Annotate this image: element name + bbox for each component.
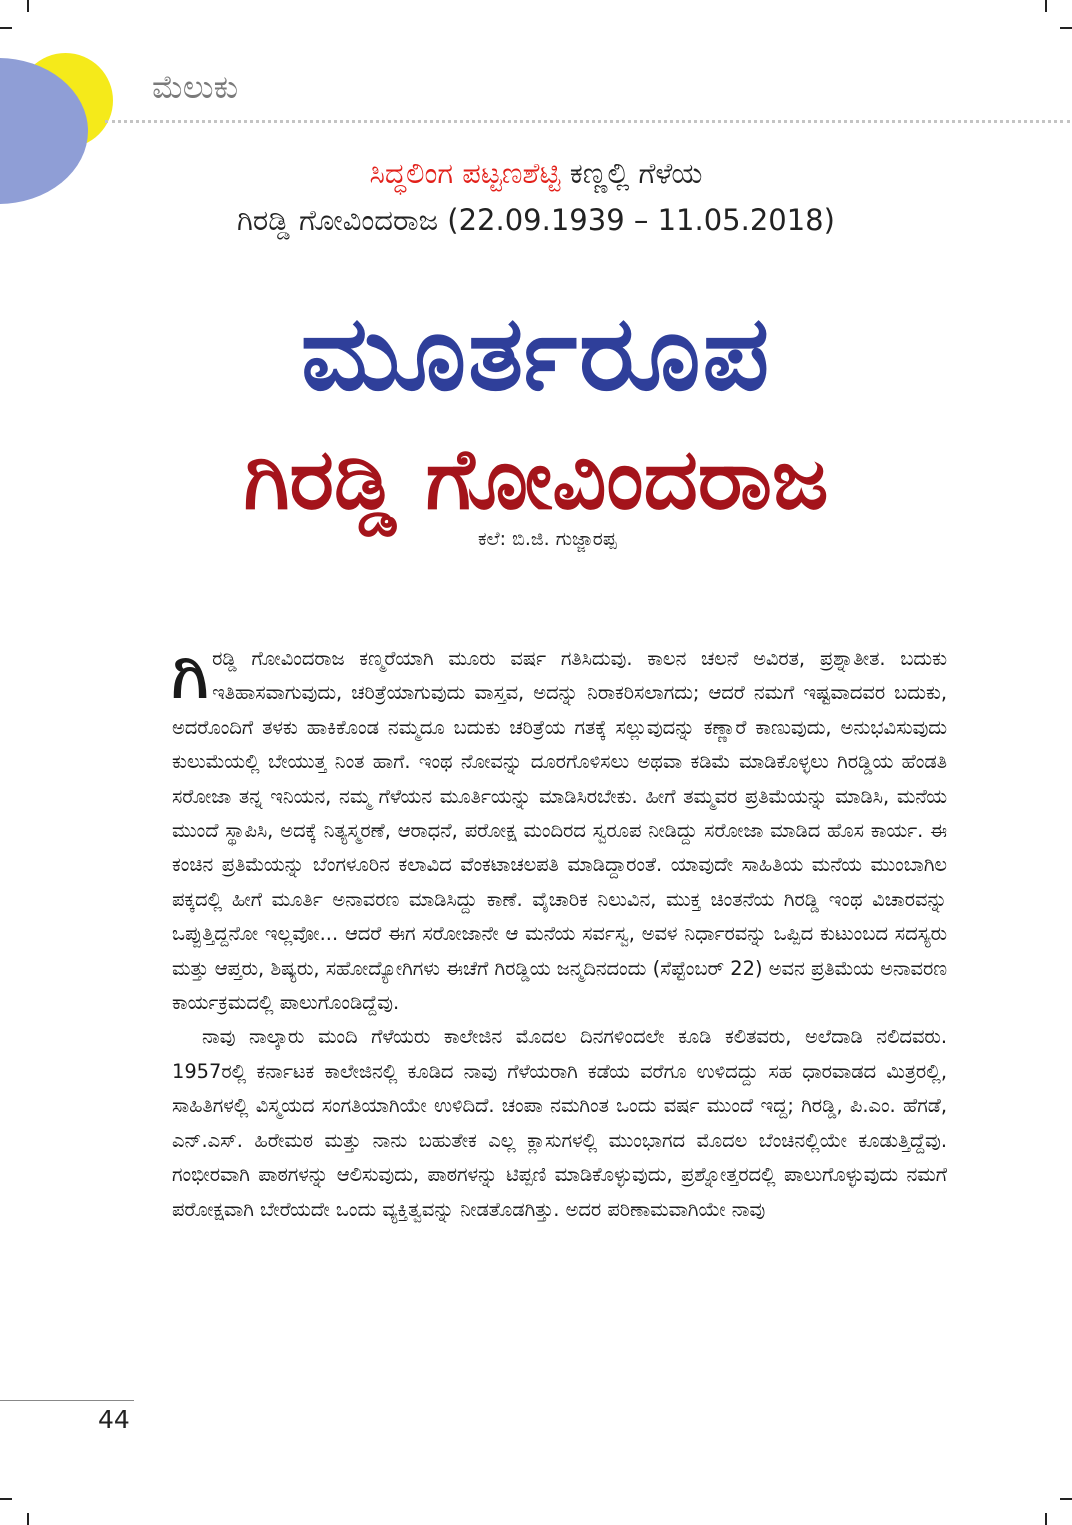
crop-mark [1045,0,1047,12]
author-name: ಸಿದ್ಧಲಿಂಗ ಪಟ್ಟಣಶೆಟ್ಟಿ [369,156,561,190]
crop-mark [27,1513,29,1525]
crop-mark [0,1498,12,1500]
section-label: ಮೆಲುಕು [152,68,239,106]
article-paragraph [172,636,947,1020]
article-paragraph: ನಾವು ನಾಲ್ಕಾರು ಮಂದಿ ಗೆಳೆಯರು ಕಾಲೇಜಿನ ಮೊದಲ ದಿನಗಳಿಂದಲೇ ಕೂಡಿ ಕಲಿತವರು, ಅಲೆದಾಡಿ ನಲಿದವರು. 1957ರಲ್ಲಿ ಕರ್ನಾಟಕ ಕಾಲೇಜಿನಲ್ಲಿ ಕೂಡಿದ ನಾವು ಗೆಳೆಯರಾಗಿ ಕಡೆಯ ವರೆಗೂ ಉಳಿದದ್ದು ಸಹ ಧಾರವಾಡದ ಮಿತ್ರರಲ್ಲಿ, ಸಾಹಿತಿಗಳಲ್ಲಿ ವಿಸ್ಮಯದ ಸಂಗತಿಯಾಗಿಯೇ ಉಳಿದಿದೆ. ಚಂಪಾ ನಮಗಿಂತ ಒಂದು ವರ್ಷ ಮುಂದೆ ಇದ್ದ; ಗಿರಡ್ಡಿ, ಪಿ.ಎಂ. ಹೆಗಡೆ, ಎನ್.ಎಸ್. ಹಿರೇಮಠ ಮತ್ತು ನಾನು ಬಹುತೇಕ ಎಲ್ಲ ಕ್ಲಾಸುಗಳಲ್ಲಿ ಮುಂಭಾಗದ ಮೊದಲ ಬೆಂಚಿನಲ್ಲಿಯೇ ಕೂಡುತ್ತಿದ್ದೆವು. ಗಂಭೀರವಾಗಿ ಪಾಠಗಳನ್ನು ಆಲಿಸುವುದು, ಪಾಠಗಳನ್ನು ಟಿಪ್ಪಣಿ ಮಾಡಿಕೊಳ್ಳುವುದು, ಪ್ರಶ್ನೋತ್ತರದಲ್ಲಿ ಪಾಲುಗೊಳ್ಳುವುದು ನಮಗೆ ಪರೋಕ್ಷವಾಗಿ ಬೇರೆಯದೇ ಒಂದು ವ್ಯಕ್ತಿತ್ವವನ್ನು ನೀಡತೊಡಗಿತ್ತು. ಅದರ ಪರಿಣಾಮವಾಗಿಯೇ ನಾವು [172,1025,947,1221]
art-credit: ಕಲೆ: ಬಿ.ಜಿ. ಗುಜ್ಜಾರಪ್ಪ [478,528,617,550]
crop-mark [27,0,29,12]
header-dotted-rule [105,120,1070,123]
crop-mark [1060,27,1072,29]
drop-cap: ಗಿ [172,636,209,713]
author-suffix: ಕಣ್ಣಲ್ಲಿ ಗೆಳೆಯ [560,156,703,190]
crop-mark [0,27,12,29]
footer-rule [0,1400,134,1401]
page-number: 44 [98,1405,130,1434]
byline-author-line [0,153,1072,193]
byline-subject-dates: ಗಿರಡ್ಡಿ ಗೋವಿಂದರಾಜ (22.09.1939 – 11.05.2018) [237,203,835,237]
paragraph-1-text: ರಡ್ಡಿ ಗೋವಿಂದರಾಜ ಕಣ್ಮರೆಯಾಗಿ ಮೂರು ವರ್ಷ ಗತಿಸಿದುವು. ಕಾಲನ ಚಲನೆ ಅವಿರತ, ಪ್ರಶ್ನಾತೀತ. ಬದುಕು ಇತಿಹಾಸವಾಗುವುದು, ಚರಿತ್ರೆಯಾಗುವುದು ವಾಸ್ತವ, ಅದನ್ನು ನಿರಾಕರಿಸಲಾಗದು; ಆದರೆ ನಮಗೆ ಇಷ್ಟವಾದವರ ಬದುಕು, ಅದರೊಂದಿಗೆ ತಳಕು ಹಾಕಿಕೊಂಡ ನಮ್ಮದೂ ಬದುಕು ಚರಿತ್ರೆಯ ಗತಕ್ಕೆ ಸಲ್ಲುವುದನ್ನು ಕಣ್ಣಾರೆ ಕಾಣುವುದು, ಅನುಭವಿಸುವುದು ಕುಲುಮೆಯಲ್ಲಿ ಬೇಯುತ್ತ ನಿಂತ ಹಾಗೆ. ಇಂಥ ನೋವನ್ನು ದೂರಗೊಳಿಸಲು ಅಥವಾ ಕಡಿಮೆ ಮಾಡಿಕೊಳ್ಳಲು ಗಿರಡ್ಡಿಯ ಹೆಂಡತಿ ಸರೋಜಾ ತನ್ನ ಇನಿಯನ, ನಮ್ಮ ಗೆಳೆಯನ ಮೂರ್ತಿಯನ್ನು ಮಾಡಿಸಿರಬೇಕು. ಹೀಗೆ ತಮ್ಮವರ ಪ್ರತಿಮೆಯನ್ನು ಮಾಡಿಸಿ, ಮನೆಯ ಮುಂದೆ ಸ್ಥಾಪಿಸಿ, ಅದಕ್ಕೆ ನಿತ್ಯಸ್ಮರಣೆ, ಆರಾಧನೆ, ಪರೋಕ್ಷ ಮಂದಿರದ ಸ್ವರೂಪ ನೀಡಿದ್ದು ಸರೋಜಾ ಮಾಡಿದ ಹೊಸ ಕಾರ್ಯ. ಈ ಕಂಚಿನ ಪ್ರತಿಮೆಯನ್ನು ಬೆಂಗಳೂರಿನ ಕಲಾವಿದ ವೆಂಕಟಾಚಲಪತಿ ಮಾಡಿದ್ದಾರಂತೆ. ಯಾವುದೇ ಸಾಹಿತಿಯ ಮನೆಯ ಮುಂಬಾಗಿಲ ಪಕ್ಕದಲ್ಲಿ ಹೀಗೆ ಮೂರ್ತಿ ಅನಾವರಣ ಮಾಡಿಸಿದ್ದು ಕಾಣೆ. ವೈಚಾರಿಕ ನಿಲುವಿನ, ಮುಕ್ತ ಚಿಂತನೆಯ ಗಿರಡ್ಡಿ ಇಂಥ ವಿಚಾರವನ್ನು ಒಪ್ಪುತ್ತಿದ್ದನೋ ಇಲ್ಲವೋ... ಆದರೆ ಈಗ ಸರೋಜಾನೇ ಆ ಮನೆಯ ಸರ್ವಸ್ವ, ಅವಳ ನಿರ್ಧಾರವನ್ನು ಒಪ್ಪಿದ ಕುಟುಂಬದ ಸದಸ್ಯರು ಮತ್ತು ಆಪ್ತರು, ಶಿಷ್ಯರು, ಸಹೋದ್ಯೋಗಿಗಳು ಈಚೆಗೆ ಗಿರಡ್ಡಿಯ ಜನ್ಮದಿನದಂದು (ಸೆಪ್ಟೆಂಬರ್ 22) ಅವನ ಪ್ರತಿಮೆಯ ಅನಾವರಣ ಕಾರ್ಯಕ್ರಮದಲ್ಲಿ ಪಾಲುಗೊಂಡಿದ್ದೆವು. [172,647,947,1015]
crop-mark [1060,1498,1072,1500]
article-subtitle: ಗಿರಡ್ಡಿ ಗೋವಿಂದರಾಜ [243,430,829,528]
crop-mark [1045,1513,1047,1525]
article-body [172,636,947,1227]
article-title: ಮೂರ್ತರೂಪ [300,292,772,414]
